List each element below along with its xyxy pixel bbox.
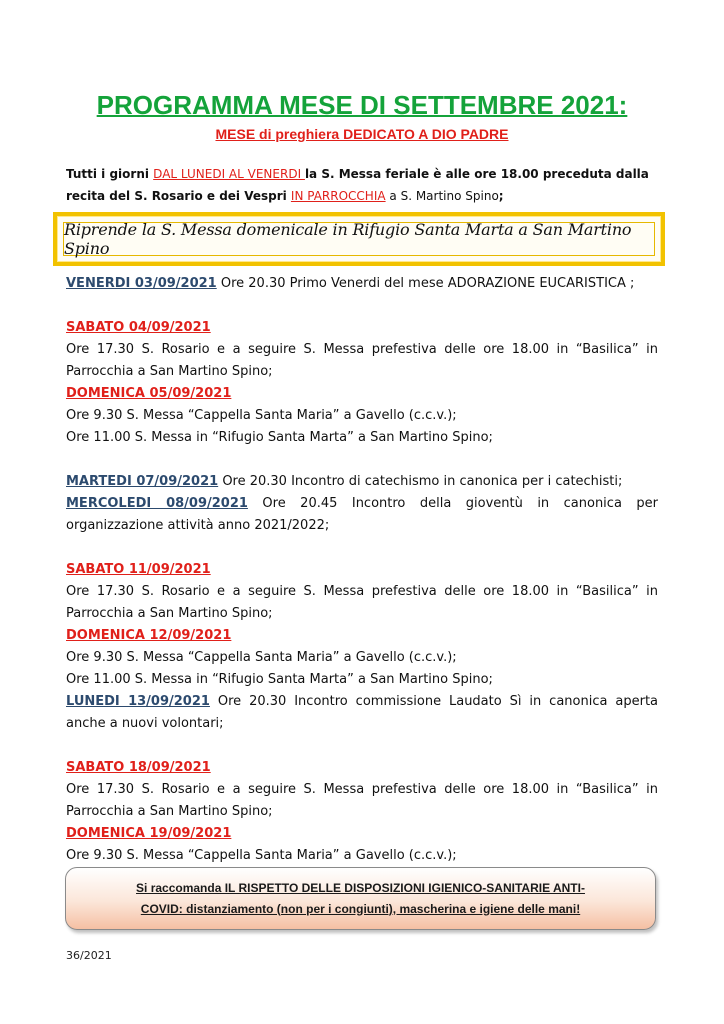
event-date: VENERDI 03/09/2021	[66, 276, 217, 291]
event-date: SABATO 18/09/2021	[66, 760, 211, 775]
intro-text-4: ;	[498, 189, 504, 203]
event-text: Ore 20.30 Incontro commissione Laudato Sì in canonica aperta anche a nuovi volontari;	[66, 694, 659, 731]
event-text: Ore 20.30 Incontro di catechismo in canonica per i catechisti;	[218, 474, 623, 489]
event-date: LUNEDI 13/09/2021	[66, 694, 210, 709]
event-list	[66, 273, 658, 889]
page-subtitle: MESE di preghiera DEDICATO A DIO PADRE	[215, 126, 509, 142]
intro-highlight-weekdays: DAL LUNEDI AL VENERDI	[153, 167, 305, 181]
event-text: Ore 9.30 S. Messa “Cappella Santa Maria” a Gavello (c.c.v.);	[66, 848, 457, 863]
event-date: DOMENICA 19/09/2021	[66, 826, 232, 841]
event-item	[66, 273, 658, 295]
intro-text-1: Tutti i giorni	[66, 167, 154, 181]
event-text: Ore 9.30 S. Messa “Cappella Santa Maria” a Gavello (c.c.v.);	[66, 650, 457, 665]
announcement-banner	[53, 212, 665, 266]
event-text: Ore 11.00 S. Messa in “Rifugio Santa Marta” a San Martino Spino;	[66, 672, 493, 687]
event-text: Ore 17.30 S. Rosario e a seguire S. Messa prefestiva delle ore 18.00 in “Basilica” in Parrocchia a San Martino Spino;	[66, 342, 658, 379]
intro-text-3: a S. Martino Spino	[385, 189, 499, 203]
covid-notice-box	[65, 867, 656, 930]
event-date: SABATO 04/09/2021	[66, 320, 211, 335]
page-title: PROGRAMMA MESE DI SETTEMBRE 2021:	[96, 90, 628, 120]
event-text: Ore 11.00 S. Messa in “Rifugio Santa Marta” a San Martino Spino;	[66, 430, 493, 445]
event-date: SABATO 11/09/2021	[66, 562, 211, 577]
notice-line-1: Si raccomanda IL RISPETTO DELLE DISPOSIZIONI IGIENICO-SANITARIE ANTI-	[136, 880, 585, 895]
event-text: Ore 20.30 Primo Venerdi del mese ADORAZIONE EUCARISTICA ;	[216, 276, 635, 291]
event-date: MERCOLEDI 08/09/2021	[66, 496, 248, 511]
notice-line-2: COVID: distanziamento (non per i congiunti), mascherina e igiene delle mani!	[140, 901, 581, 916]
document-number: 36/2021	[66, 949, 112, 962]
event-text: Ore 20.45 Incontro della gioventù in canonica per organizzazione attività anno 2021/2022;	[66, 496, 658, 533]
event-date: MARTEDI 07/09/2021	[66, 474, 219, 489]
event-item	[66, 471, 658, 493]
event-date: DOMENICA 05/09/2021	[66, 386, 232, 401]
intro-text-2: la S. Messa feriale è alle ore 18.00 preceduta dalla recita del S. Rosario e dei Vespri	[66, 167, 649, 203]
event-item	[66, 691, 658, 735]
intro-paragraph	[66, 163, 666, 207]
event-text: Ore 9.30 S. Messa “Cappella Santa Maria” a Gavello (c.c.v.);	[66, 408, 457, 423]
banner-text: Riprende la S. Messa domenicale in Rifugio Santa Marta a San Martino Spino	[63, 222, 655, 256]
intro-highlight-parish: IN PARROCCHIA	[290, 189, 386, 203]
event-item	[66, 493, 658, 537]
event-date: DOMENICA 12/09/2021	[66, 628, 232, 643]
event-text: Ore 17.30 S. Rosario e a seguire S. Messa prefestiva delle ore 18.00 in “Basilica” in Parrocchia a San Martino Spino;	[66, 782, 658, 819]
event-text: Ore 17.30 S. Rosario e a seguire S. Messa prefestiva delle ore 18.00 in “Basilica” in Parrocchia a San Martino Spino;	[66, 584, 658, 621]
